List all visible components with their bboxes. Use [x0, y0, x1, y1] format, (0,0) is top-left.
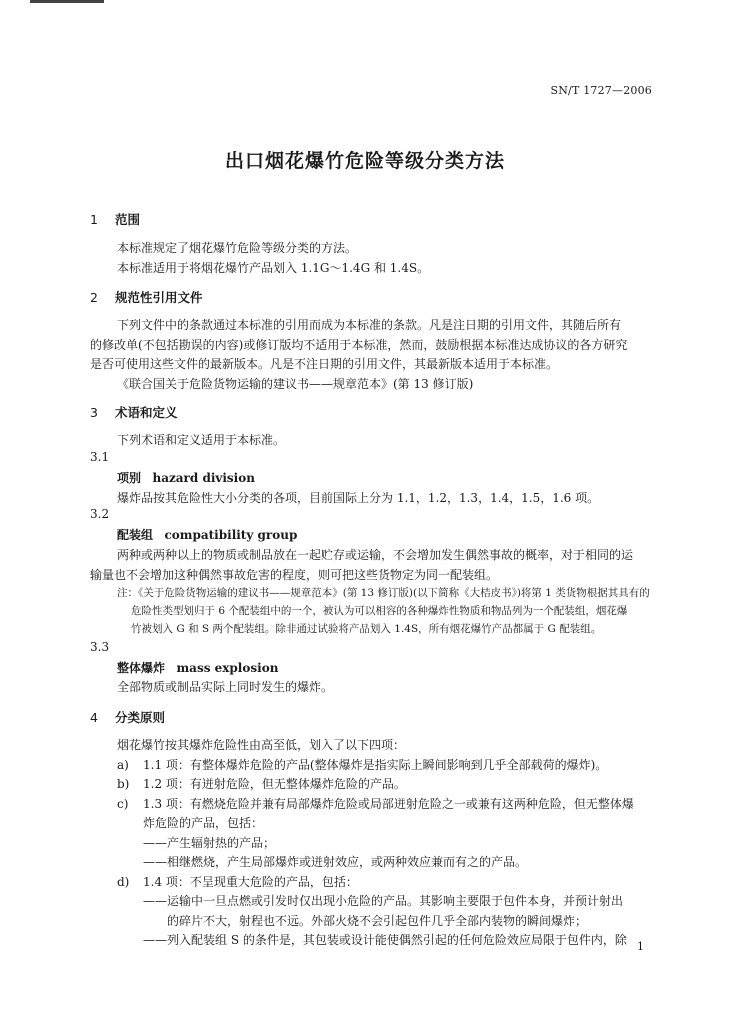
term-en: mass explosion: [176, 661, 279, 675]
section-number: 2: [90, 290, 98, 305]
paragraph-line: 下列文件中的条款通过本标准的引用而成为本标准的条款。凡是注日期的引用文件，其随后所有: [117, 318, 622, 332]
list-item-d: [117, 873, 358, 890]
paragraph-line: 烟花爆竹按其爆炸危险性由高至低，划入了以下四项：: [117, 738, 406, 752]
term-definition: 全部物质或制品实际上同时发生的爆炸。: [117, 680, 334, 694]
term-definition: 爆炸品按其危险性大小分类的各项，目前国际上分为 1.1，1.2，1.3，1.4，1.5，1.6 项。: [117, 491, 600, 505]
clause-number: 3.3: [90, 640, 110, 654]
section-1-heading: [90, 210, 140, 228]
list-label: b): [117, 777, 130, 791]
list-item-c: [117, 795, 634, 812]
section-title: 规范性引用文件: [115, 290, 203, 305]
note-line: 注：《关于危险货物运输的建议书——规章范本》(第 13 修订版)(以下简称《大桔皮书》)将第 1 类货物根据其具有的: [117, 587, 650, 599]
sub-item: ——列入配装组 S 的条件是，其包装或设计能使偶然引起的任何危险效应局限于包件内，除: [143, 933, 627, 947]
document-title: 出口烟花爆竹危险等级分类方法: [224, 150, 505, 172]
list-text: 1.3 项：有燃烧危险并兼有局部爆炸危险或局部迸射危险之一或兼有这两种危险，但无整体爆: [143, 797, 634, 811]
standard-number: SN/T 1727—2006: [550, 84, 652, 97]
clause-number: 3.2: [90, 507, 110, 521]
section-2-heading: [90, 288, 203, 306]
paragraph-line: 下列术语和定义适用于本标准。: [117, 433, 286, 447]
section-title: 术语和定义: [115, 405, 178, 420]
term-heading: [117, 659, 278, 676]
paragraph-line: 的修改单(不包括勘误的内容)或修订版均不适用于本标准，然而，鼓励根据本标准达成协议的各方研究: [90, 338, 628, 352]
term-zh: 项别: [117, 471, 142, 485]
note-line: 危险性类型划归于 6 个配装组中的一个，被认为可以相容的各种爆炸性物质和物品列为一个配装组，烟花爆: [131, 605, 628, 617]
section-3-heading: [90, 403, 178, 421]
section-number: 3: [90, 405, 98, 420]
reference-line: 《联合国关于危险货物运输的建议书——规章范本》(第 13 修订版): [117, 377, 474, 391]
sub-item: ——产生辐射热的产品；: [143, 836, 276, 850]
paragraph-line: 本标准规定了烟花爆竹危险等级分类的方法。: [117, 241, 358, 255]
sub-item: ——运输中一旦点燃或引发时仅出现小危险的产品。其影响主要限于包件本身，并预计射出: [143, 894, 624, 908]
list-item-a: [117, 756, 607, 773]
page-number: 1: [637, 940, 644, 953]
section-title: 范围: [115, 212, 141, 227]
paragraph-line: 本标准适用于将烟花爆竹产品划入 1.1G～1.4G 和 1.4S。: [117, 261, 430, 275]
term-heading: [117, 469, 255, 486]
term-definition: 两种或两种以上的物质或制品放在一起贮存或运输，不会增加发生偶然事故的概率，对于相同的运: [117, 548, 634, 562]
section-number: 1: [90, 212, 98, 227]
top-rule: [30, 0, 104, 3]
list-text-continued: 炸危险的产品，包括：: [143, 816, 264, 830]
term-zh: 整体爆炸: [117, 661, 166, 675]
list-item-b: [117, 775, 406, 792]
list-text: 1.2 项：有迸射危险，但无整体爆炸危险的产品。: [143, 777, 406, 791]
term-heading: [117, 526, 297, 543]
note-line: 竹被划入 G 和 S 两个配装组。除非通过试验将产品划入 1.4S，所有烟花爆竹产品都属于 G 配装组。: [131, 623, 602, 635]
term-en: hazard division: [152, 471, 255, 485]
sub-item-continued: 的碎片不大，射程也不远。外部火烧不会引起包件几乎全部内装物的瞬间爆炸；: [167, 914, 588, 928]
list-label: d): [117, 875, 130, 889]
section-title: 分类原则: [115, 710, 166, 725]
sub-item: ——相继燃烧，产生局部爆炸或迸射效应，或两种效应兼而有之的产品。: [143, 855, 528, 869]
section-4-heading: [90, 708, 165, 726]
section-number: 4: [90, 710, 98, 725]
list-text: 1.4 项：不呈现重大危险的产品，包括：: [143, 875, 358, 889]
term-en: compatibility group: [164, 528, 298, 542]
list-text: 1.1 项：有整体爆炸危险的产品(整体爆炸是指实际上瞬间影响到几乎全部载荷的爆炸)。: [143, 758, 608, 772]
term-zh: 配装组: [117, 528, 154, 542]
term-definition: 输量也不会增加这种偶然事故危害的程度，则可把这些货物定为同一配装组。: [90, 568, 499, 582]
clause-number: 3.1: [90, 450, 110, 464]
list-label: a): [117, 758, 129, 772]
list-label: c): [117, 797, 129, 811]
paragraph-line: 是否可使用这些文件的最新版本。凡是不注日期的引用文件，其最新版本适用于本标准。: [90, 357, 559, 371]
